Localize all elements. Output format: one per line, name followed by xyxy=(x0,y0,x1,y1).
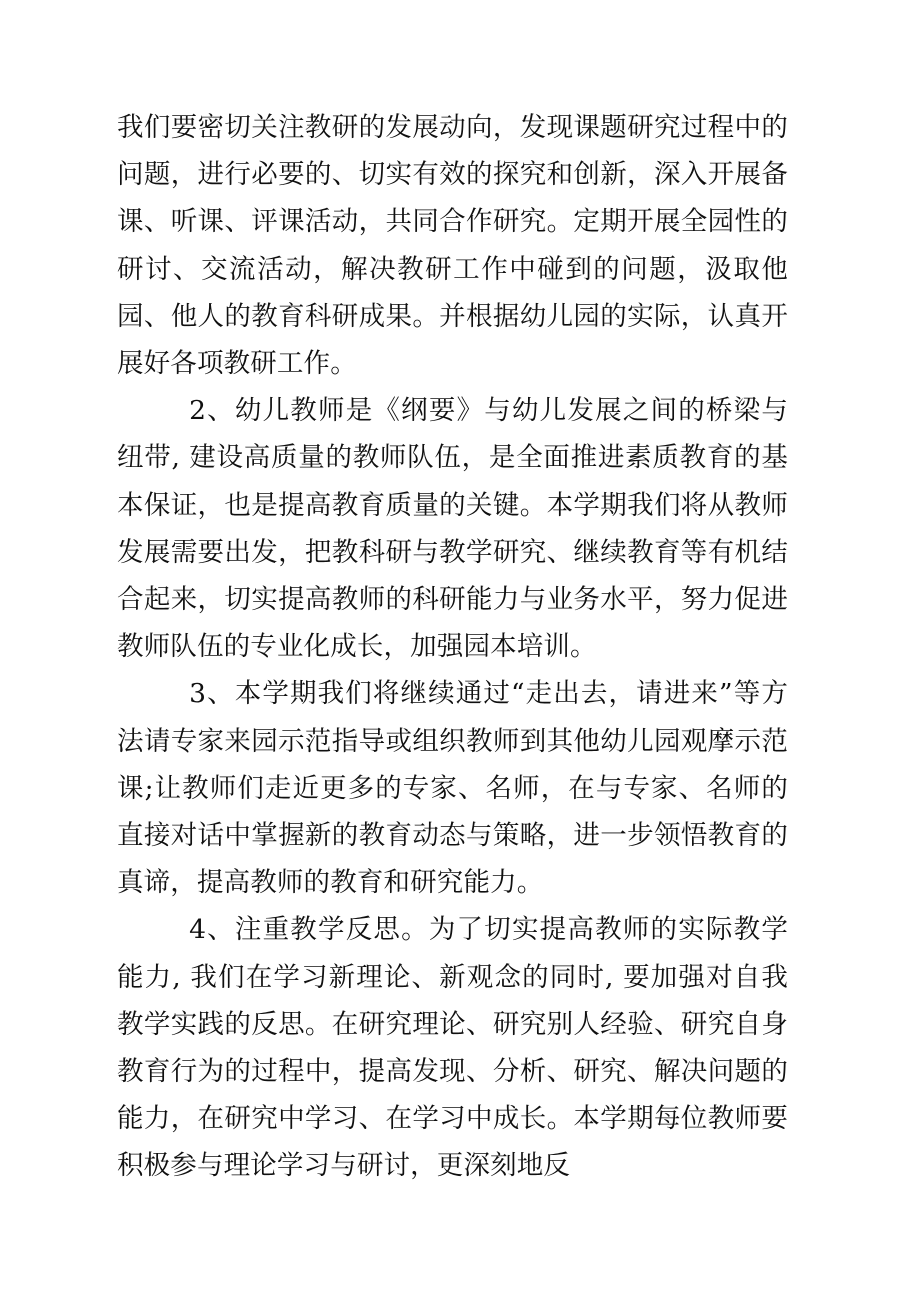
document-body-text xyxy=(117,104,788,1190)
paragraph-item-3: 3、本学期我们将继续通过“走出去，请进来”等方法请专家来园示范指导或组织教师到其他幼儿园观摩示范课;让教师们走近更多的专家、名师，在与专家、名师的直接对话中掌握新的教育动态与策略，进一步领悟教育的真谛，提高教师的教育和研究能力。 xyxy=(117,678,788,899)
paragraph-item-4: 4、注重教学反思。为了切实提高教师的实际教学能力, 我们在学习新理论、新观念的同时, 要加强对自我教学实践的反思。在研究理论、研究别人经验、研究自身教育行为的过程中，提高发现、分析、研究、解决问题的能力，在研究中学习、在学习中成长。本学期每位教师要积极参与理论学习与研讨，更深刻地反 xyxy=(117,914,788,1182)
paragraph-continuation: 我们要密切关注教研的发展动向，发现课题研究过程中的问题，进行必要的、切实有效的探究和创新，深入开展备课、听课、评课活动，共同合作研究。定期开展全园性的研讨、交流活动，解决教研工作中碰到的问题，汲取他园、他人的教育科研成果。并根据幼儿园的实际，认真开展好各项教研工作。 xyxy=(117,112,788,380)
paragraph-item-2: 2、幼儿教师是《纲要》与幼儿发展之间的桥梁与纽带, 建设高质量的教师队伍，是全面推进素质教育的基本保证，也是提高教育质量的关键。本学期我们将从教师发展需要出发，把教科研与教学研究、继续教育等有机结合起来，切实提高教师的科研能力与业务水平，努力促进教师队伍的专业化成长，加强园本培训。 xyxy=(117,395,788,663)
